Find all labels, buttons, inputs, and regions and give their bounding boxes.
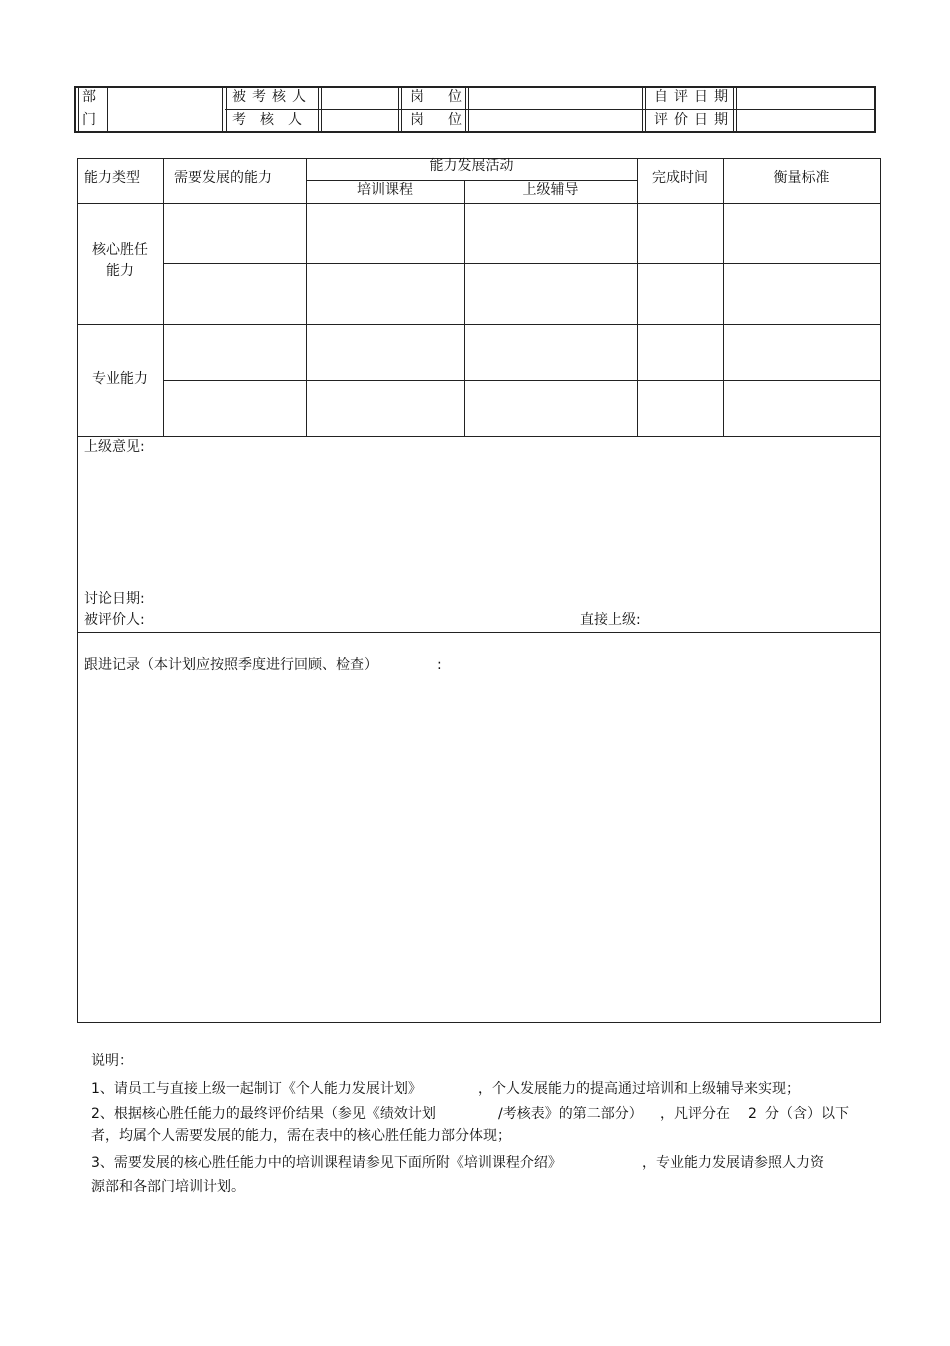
note-1a: 1、请员工与直接上级一起制订《个人能力发展计划》 xyxy=(91,1081,422,1097)
row-label-core-line1: 核心胜任 xyxy=(92,242,148,258)
evaluatee-label: 被评价人: xyxy=(84,612,145,628)
note-2f: 者，均属个人需要发展的能力，需在表中的核心胜任能力部分体现； xyxy=(91,1128,511,1144)
note-2b: /考核表》的第二部分） xyxy=(498,1106,643,1122)
followup-record-label: 跟进记录（本计划应按照季度进行回顾、检查） xyxy=(84,657,378,673)
row-label-professional: 专业能力 xyxy=(92,371,148,387)
assessor-label: 考核人 xyxy=(232,112,316,128)
position-label-2: 岗位 xyxy=(410,112,486,128)
note-3a: 3、需要发展的核心胜任能力中的培训课程请参见下面所附《培训课程介绍》 xyxy=(91,1155,562,1171)
self-eval-date-label: 自评日期 xyxy=(654,89,734,105)
note-3b: ，专业能力发展请参照人力资 xyxy=(642,1155,824,1171)
supervisor-opinion-label: 上级意见: xyxy=(84,439,145,455)
col-header-complete-time: 完成时间 xyxy=(652,170,708,186)
col-header-activity: 能力发展活动 xyxy=(429,158,514,174)
followup-colon: : xyxy=(437,657,442,673)
col-header-standard: 衡量标准 xyxy=(773,170,830,186)
col-header-coaching: 上级辅导 xyxy=(522,182,579,198)
note-2d: 2 xyxy=(748,1106,757,1122)
note-2a: 2、根据核心胜任能力的最终评价结果（参见《绩效计划 xyxy=(91,1106,436,1122)
note-2c: ，凡评分在 xyxy=(660,1106,730,1122)
col-header-ability: 需要发展的能力 xyxy=(174,170,272,186)
notes-title: 说明： xyxy=(91,1053,133,1069)
dept-label-char1: 部 xyxy=(82,89,96,105)
note-3c: 源部和各部门培训计划。 xyxy=(91,1179,245,1195)
assessee-label: 被考核人 xyxy=(232,89,312,105)
col-header-training: 培训课程 xyxy=(357,182,413,198)
discussion-date-label: 讨论日期: xyxy=(84,591,145,607)
note-1b: ，个人发展能力的提高通过培训和上级辅导来实现； xyxy=(478,1081,800,1097)
row-label-core-line2: 能力 xyxy=(106,263,134,279)
dept-label-char2: 门 xyxy=(82,112,96,128)
direct-supervisor-label: 直接上级: xyxy=(580,612,641,628)
col-header-type: 能力类型 xyxy=(84,170,140,186)
note-2e: 分（含）以下 xyxy=(765,1106,849,1122)
eval-date-label: 评价日期 xyxy=(654,112,734,128)
position-label-1: 岗位 xyxy=(410,89,486,105)
